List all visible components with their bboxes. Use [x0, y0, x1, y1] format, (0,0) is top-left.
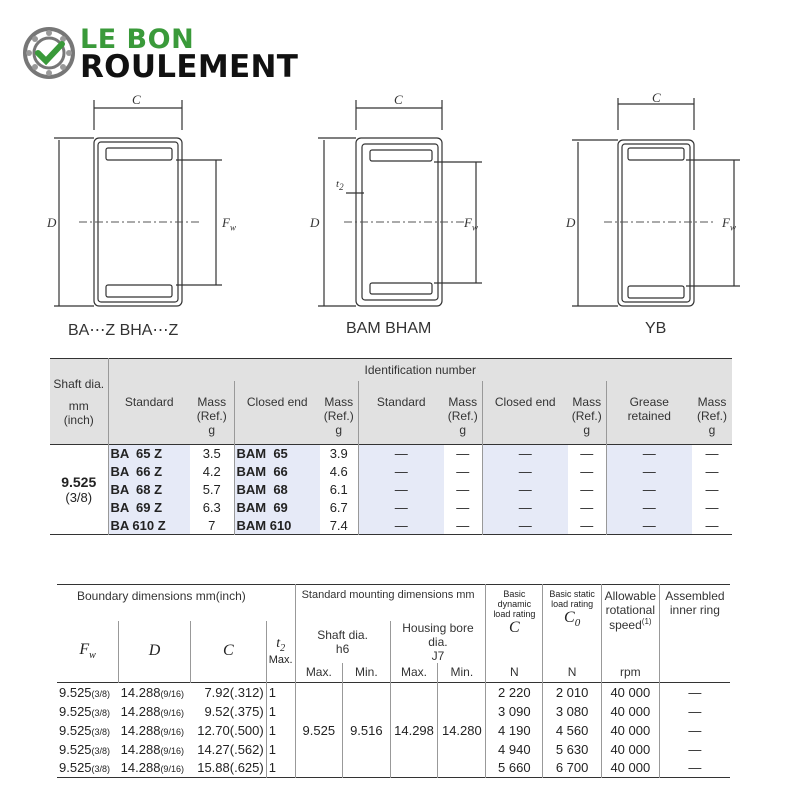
- col-closed-end: Closed end: [494, 394, 556, 409]
- static-load-header: Basic static load rating $C_0$: [543, 585, 601, 663]
- drawing-yb: [564, 90, 764, 320]
- drawing-label-bam: BAM BHAM: [346, 320, 432, 337]
- col-fw: $F_w$: [57, 621, 119, 683]
- col-grease: Grease retained: [627, 394, 671, 423]
- dim-c: C: [394, 92, 403, 107]
- table-row: 9.525(3/8) 14.288(9/16) 12.70(.500) 1 4 190 4 560 40 000 —: [59, 722, 702, 738]
- inner-ring-header: Assembled inner ring: [665, 589, 725, 617]
- col-mass: Mass (Ref.) g: [444, 381, 482, 445]
- col-c: C: [190, 621, 266, 683]
- bearing-section-diagram-closed: [304, 90, 504, 320]
- shaft-value: 9.525 (3/8): [50, 445, 108, 535]
- dimensions-table: Boundary dimensions mm(inch) Standard mounting dimensions mm Basic dynamic load rating C Basic static load rating $C_0$ Allowable rotational speed$^{(1)}$ Assembled inner ring $F_w$ D C $t_2$ Max. Shaft dia. h6 Housing bore dia. J7 Max. Min. Max. Min. N N rpm 9.525(3/8) 14.288(9/16) 7.92(.312) 1 9.525 9.516 14.298 14.280 2 220 2 010 40 000 — 9.525(3/8) 14.288(9/16) 9.52(.375) 1 3 090 3 080 40 000 — 9.525(3/8) 14.288(9/16) 12.70(.500) 1 4 190 4 560 40 000 — 9.525(3/8) 14.288(9/16) 14.27(.562) 1 4 940 5 630 40 000 — 9.525(3/8) 14.288(9/16) 15.88(.625) 1 5 660 6 700 40 000 —: [57, 584, 730, 778]
- table-row: 9.525(3/8) 14.288(9/16) 14.27(.562) 1 4 940 5 630 40 000 —: [59, 741, 702, 757]
- bearing-section-diagram: [44, 90, 244, 320]
- shaft-max: 9.525: [295, 683, 343, 778]
- dim-fw: $F_w$: [464, 215, 478, 233]
- drawing-label-yb: YB: [645, 320, 667, 337]
- id-number-header: Identification number: [364, 362, 476, 377]
- dim-d: D: [566, 215, 576, 230]
- bearing-section-diagram-yb: [564, 90, 764, 320]
- brand-line2: ROULEMENT: [80, 49, 299, 85]
- mounting-header: Standard mounting dimensions mm: [295, 585, 486, 621]
- dim-t2: $t_2$: [336, 178, 344, 193]
- table-row: BA 69 Z 6.3 BAM 69 6.7 — — — — — —: [50, 499, 732, 517]
- drawing-bam: [304, 90, 504, 320]
- dim-c: C: [132, 92, 141, 107]
- speed-header: Allowable rotational speed$^{(1)}$: [601, 585, 659, 663]
- boundary-header: Boundary dimensions mm(inch): [57, 585, 295, 621]
- col-d: D: [119, 621, 191, 683]
- col-mass: Mass (Ref.) g: [320, 381, 358, 445]
- table-row: 9.525(3/8) 14.288(9/16) 9.52(.375) 1 3 090 3 080 40 000 —: [59, 703, 702, 719]
- brand-logo: [22, 22, 312, 86]
- dynamic-load-header: Basic dynamic load rating C: [486, 585, 543, 663]
- dim-fw: $F_w$: [222, 215, 236, 233]
- shaft-min: 9.516: [343, 683, 391, 778]
- shaft-header: Shaft dia. mm (inch): [50, 359, 108, 445]
- table-row: BA 610 Z 7 BAM 610 7.4 — — — — — —: [50, 517, 732, 535]
- table-row: 9.525 (3/8) BA 65 Z 3.5 BAM 65 3.9 — — — — — —: [50, 445, 732, 463]
- table-row: 9.525(3/8) 14.288(9/16) 15.88(.625) 1 5 660 6 700 40 000 —: [57, 759, 730, 778]
- housing-max: 14.298: [390, 683, 438, 778]
- table-row: 9.525(3/8) 14.288(9/16) 7.92(.312) 1 9.525 9.516 14.298 14.280 2 220 2 010 40 000 —: [57, 683, 730, 702]
- brand-line1: LE BON: [80, 24, 195, 55]
- housing-min: 14.280: [438, 683, 486, 778]
- dim-fw: $F_w$: [722, 215, 736, 233]
- col-t2: $t_2$ Max.: [266, 621, 295, 683]
- dim-d: D: [47, 215, 57, 230]
- col-closed-end: Closed end: [246, 394, 308, 409]
- dim-d: D: [310, 215, 320, 230]
- col-mass: Mass (Ref.) g: [568, 381, 606, 445]
- housing-bore-header: Housing bore dia. J7: [390, 621, 486, 663]
- col-mass: Mass (Ref.) g: [697, 394, 727, 437]
- bearing-check-icon: [22, 26, 76, 80]
- col-standard: Standard: [376, 394, 426, 409]
- identification-table: [50, 358, 732, 535]
- col-mass: Mass (Ref.) g: [190, 381, 234, 445]
- table-row: BA 68 Z 5.7 BAM 68 6.1 — — — — — —: [50, 481, 732, 499]
- drawing-ba-z: [44, 90, 244, 320]
- drawing-label-ba: BA⋯Z BHA⋯Z: [68, 322, 179, 339]
- dim-c: C: [652, 90, 661, 105]
- shaft-dia-header: Shaft dia. h6: [295, 621, 390, 663]
- table-row: BA 66 Z 4.2 BAM 66 4.6 — — — — — —: [50, 463, 732, 481]
- col-standard: Standard: [124, 394, 174, 409]
